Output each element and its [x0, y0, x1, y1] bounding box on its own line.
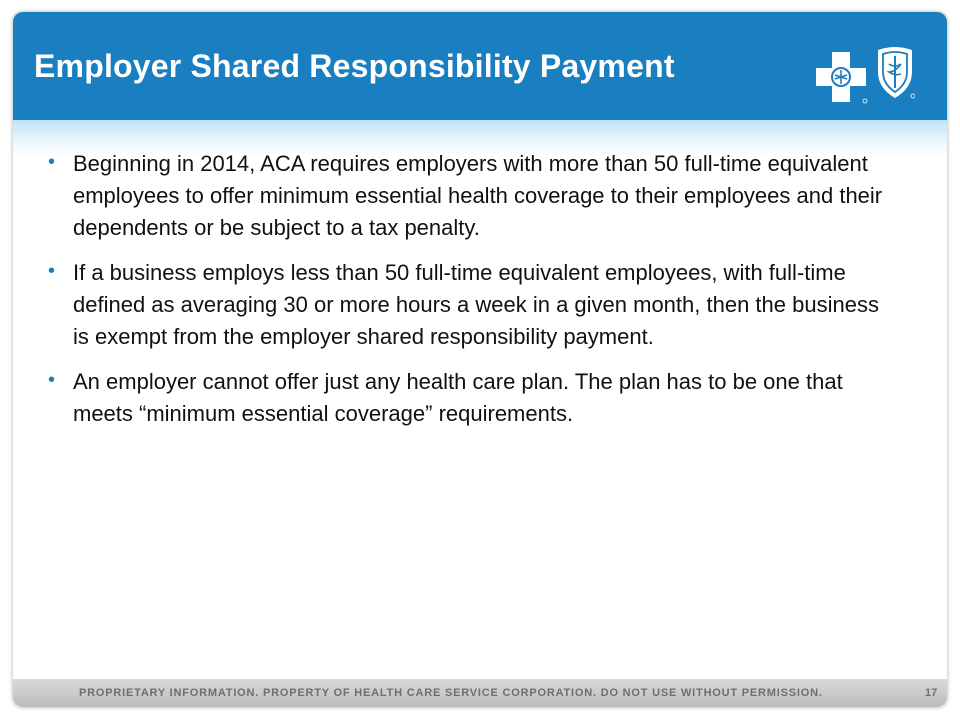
list-item	[48, 257, 888, 353]
bullet-list	[48, 148, 888, 443]
list-item	[48, 148, 888, 244]
blue-cross-logo-icon	[813, 48, 869, 106]
bullet-text: If a business employs less than 50 full-time equivalent employees, with full-time defined as averaging 30 or more hours a week in a given month, then the business is exempt from the employer shared responsibility payment.	[73, 260, 879, 349]
bullet-icon: •	[48, 260, 56, 282]
slide-footer	[13, 679, 947, 707]
blue-shield-logo-icon	[875, 42, 915, 100]
footer-notice: PROPRIETARY INFORMATION. PROPERTY OF HEALTH CARE SERVICE CORPORATION. DO NOT USE WITHOUT PERMISSION.	[79, 687, 823, 699]
bullet-icon: •	[48, 369, 56, 391]
bullet-text: Beginning in 2014, ACA requires employers with more than 50 full-time equivalent employees to offer minimum essential health coverage to their employees and their dependents or be subject to a tax penalty.	[73, 151, 883, 240]
slide-header	[13, 12, 947, 120]
slide-title: Employer Shared Responsibility Payment	[34, 48, 675, 84]
page-number: 17	[925, 687, 938, 699]
bullet-text: An employer cannot offer just any health care plan. The plan has to be one that meets “minimum essential coverage” requirements.	[73, 369, 843, 426]
list-item	[48, 366, 888, 430]
bullet-icon: •	[48, 151, 56, 173]
